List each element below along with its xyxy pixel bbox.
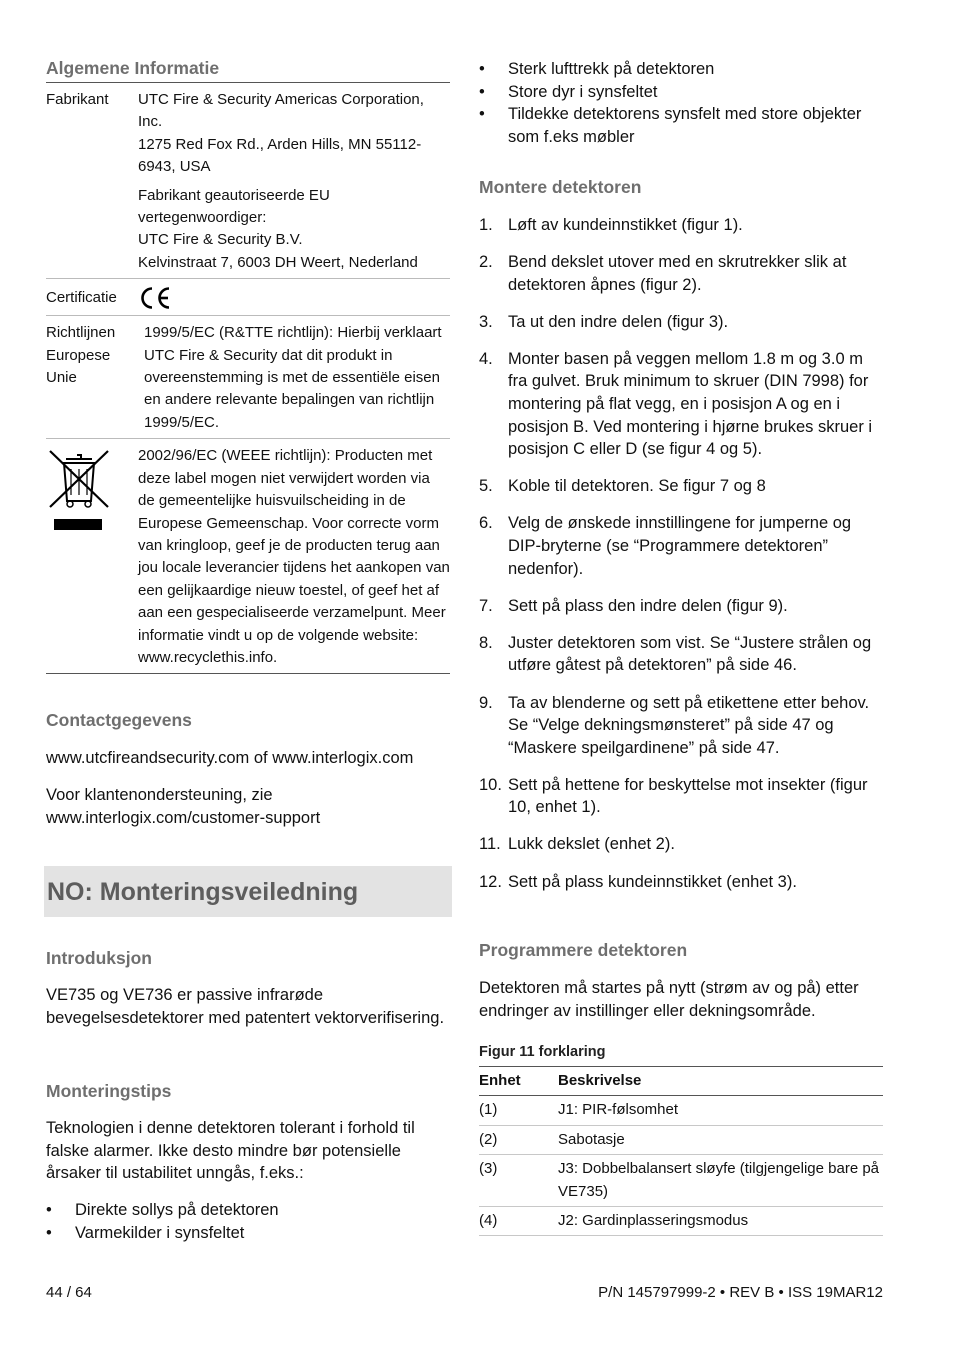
table-row	[46, 316, 450, 439]
step-item	[479, 692, 883, 760]
table-row	[46, 279, 450, 316]
step-item	[479, 512, 883, 580]
step-text: Koble til detektoren. Se figur 7 og 8	[508, 477, 766, 496]
step-text: Monter basen på veggen mellom 1.8 m og 3.0 m fra gulvet. Bruk minimum to skruer (DIN 7998) for montering på flat vegg, en i posisjon A og en i posisjon B. Ved montering i hjørne brukes skruer i posisjon C eller D (se figur 4 og 5).	[508, 349, 873, 459]
legend-caption: Figur 11 forklaring	[479, 1044, 606, 1060]
contact-title: Contactgegevens	[46, 710, 192, 730]
step-number: 2.	[479, 253, 493, 272]
table-row	[46, 439, 450, 674]
tips-title: Monteringstips	[46, 1081, 172, 1101]
row-label: Richtlijnen Europese Unie	[46, 324, 116, 387]
step-text: Velg de ønskede innstillingene for jumperne og DIP-bryterne (se “Programmere detektoren” nedenfor).	[508, 514, 852, 578]
step-item	[479, 833, 883, 856]
step-number: 4.	[479, 349, 493, 368]
tips-text: Teknologien i denne detektoren tolerant i forhold til falske alarmer. Ikke desto mindre bør potensielle årsaker til ustabilitet unngås, f.eks.:	[46, 1119, 415, 1182]
row-value: 2002/96/EC (WEEE richtlijn): Producten met deze label mogen niet verwijdert worden via de gemeentelijke huisvuilscheiding in de Europese Gemeenschap. Voor correcte vorm van kringloop, geef je de producten terug aan jou locale leverancier tijdens het aankopen van een gelijkaardige nieuw toestel, of geef het af aan een gespecialiseerde verzamelpunt. Meer informatie vindt u op de volgende website: www.recyclethis.info.	[138, 447, 450, 666]
row-value: 1999/5/EC (R&TTE richtlijn): Hierbij verklaart UTC Fire & Security dat dit produkt in overeenstemming is met de essentiële eisen en andere relevante bepalingen van richtlijn 1999/5/EC.	[144, 324, 442, 431]
contact-websites: www.utcfireandsecurity.com of www.interlogix.com	[46, 749, 414, 767]
step-item	[479, 632, 883, 677]
step-number: 10.	[479, 775, 502, 794]
step-text: Bend dekslet utover med en skrutrekker slik at detektoren åpnes (figur 2).	[508, 253, 847, 294]
manufacturer-text: UTC Fire & Security Americas Corporation, Inc. 1275 Red Fox Rd., Arden Hills, MN 55112-6943, USA	[138, 91, 424, 176]
step-text: Sett på hettene for beskyttelse mot insekter (figur 10, enhet 1).	[508, 775, 868, 817]
table-row	[479, 1126, 883, 1155]
header-unit: Enhet	[479, 1072, 521, 1089]
step-text: Sett på plass kundeinnstikket (enhet 3).	[508, 872, 797, 891]
step-item	[479, 348, 883, 461]
program-text: Detektoren må startes på nytt (strøm av og på) etter endringer av instillinger eller dekningsområde.	[479, 979, 859, 1020]
row-label: Fabrikant	[46, 91, 109, 108]
mount-title: Montere detektoren	[479, 177, 642, 197]
section-banner	[44, 866, 452, 917]
row-label: Certificatie	[46, 289, 117, 307]
list-item: • Varmekilder i synsfeltet	[46, 1222, 450, 1245]
unit-cell: (1)	[479, 1101, 498, 1119]
step-text: Ta ut den indre delen (figur 3).	[508, 312, 729, 331]
ce-mark-icon	[138, 285, 450, 311]
legend-header-row	[479, 1067, 883, 1096]
step-text: Sett på plass den indre delen (figur 9).	[508, 596, 788, 615]
step-number: 5.	[479, 477, 493, 496]
description-cell: J2: Gardinplasseringsmodus	[558, 1212, 749, 1230]
step-number: 6.	[479, 514, 493, 533]
description-cell: Sabotasje	[558, 1130, 625, 1148]
part-number: P/N 145797999-2 • REV B • ISS 19MAR12	[598, 1284, 883, 1301]
step-item	[479, 774, 883, 819]
list-item: • Store dyr i synsfeltet	[479, 81, 883, 104]
step-number: 7.	[479, 596, 493, 615]
step-number: 12.	[479, 872, 502, 891]
weee-crossed-bin-icon	[46, 445, 138, 535]
legend-table	[479, 1066, 883, 1236]
customer-support-text: Voor klantenondersteuning, zie www.interlogix.com/customer-support	[46, 786, 321, 827]
step-number: 3.	[479, 312, 493, 331]
unit-cell: (3)	[479, 1160, 498, 1178]
step-item	[479, 311, 883, 334]
list-item: • Direkte sollys på detektoren	[46, 1199, 450, 1222]
unit-cell: (2)	[479, 1130, 498, 1148]
intro-text: VE735 og VE736 er passive infrarøde bevegelsesdetektorer med patentert vektorverifisering.	[46, 986, 445, 1027]
list-item: • Tildekke detektorens synsfelt med store objekter som f.eks møbler	[479, 103, 883, 148]
page-number: 44 / 64	[46, 1284, 92, 1301]
step-number: 8.	[479, 633, 493, 652]
description-cell: J1: PIR-følsomhet	[558, 1101, 679, 1119]
row-value	[138, 83, 450, 278]
table-row	[479, 1155, 883, 1207]
step-item	[479, 871, 883, 894]
general-info-title: Algemene Informatie	[46, 58, 220, 78]
step-item	[479, 251, 883, 296]
step-item	[479, 214, 883, 237]
mount-steps	[479, 214, 883, 908]
unit-cell: (4)	[479, 1212, 498, 1230]
step-text: Lukk dekslet (enhet 2).	[508, 835, 675, 854]
description-cell: J3: Dobbelbalansert sløyfe (tilgjengelige bare på VE735)	[558, 1160, 880, 1200]
step-number: 1.	[479, 216, 493, 234]
row-value	[138, 279, 450, 315]
tips-list	[46, 1199, 450, 1244]
header-description: Beskrivelse	[558, 1072, 642, 1089]
tips-list-continued	[479, 58, 883, 148]
step-item	[479, 475, 883, 498]
table-row	[479, 1207, 883, 1236]
step-text: Juster detektoren som vist. Se “Justere strålen og utføre gåtest på detektoren” på side 46.	[508, 633, 872, 675]
page-title: NO: Monteringsveiledning	[47, 878, 359, 906]
step-item	[479, 595, 883, 618]
step-number: 9.	[479, 693, 493, 712]
step-text: Ta av blenderne og sett på etikettene etter behov. Se “Velge dekningsmønsteret” på side 47 og “Maskere speilgardinene” på side 47.	[508, 693, 870, 757]
row-label	[46, 439, 138, 673]
eu-representative-text: Fabrikant geautoriseerde EU vertegenwoordiger: UTC Fire & Security B.V. Kelvinstraat 7, 6003 DH Weert, Nederland	[138, 186, 418, 271]
program-title: Programmere detektoren	[479, 940, 688, 960]
step-text: Løft av kundeinnstikket (figur 1).	[508, 216, 743, 234]
step-number: 11.	[479, 835, 501, 854]
table-row	[479, 1096, 883, 1125]
list-item: • Sterk lufttrekk på detektoren	[479, 58, 883, 81]
table-row	[46, 83, 450, 279]
intro-title: Introduksjon	[46, 948, 152, 968]
general-info-table	[46, 82, 450, 674]
